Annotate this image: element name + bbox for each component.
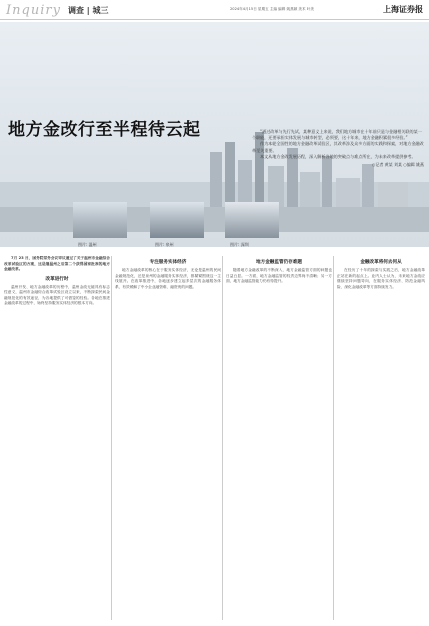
photo-wenzhou <box>73 202 127 238</box>
summary-box <box>252 129 424 168</box>
article-column-4 <box>337 256 425 620</box>
body-paragraph: 在经历了十年的探索与实践之后，地方金融改革正站在新的起点上。业内人士认为，未来地方金改应继续坚持问题导向，在服务实体经济、防范金融风险、深化金融改革等方面持续发力。 <box>337 268 425 289</box>
newspaper-masthead: 上海证券报 <box>383 4 423 14</box>
section-brand: Inquiry <box>6 3 61 18</box>
subheading: 地方金融监管仍存难题 <box>256 260 302 265</box>
column-divider <box>222 256 223 620</box>
lead-paragraph: 7月 23 日，国务院常务会议审议通过了关于温州市金融综合改革试验区的方案，这是继温州之后第二个获得国家批准的地方金融改革。 <box>4 256 110 272</box>
subheading: 改革进行时 <box>45 276 69 282</box>
issue-meta: 2024年4月15日 星期五 主编 编辑 姚燕颖 美术 叶美 <box>230 7 314 11</box>
article-column-1 <box>4 256 110 620</box>
page-header <box>0 0 429 20</box>
column-divider <box>333 256 334 620</box>
photo-shenzhen <box>225 202 279 238</box>
article-column-2 <box>115 256 221 620</box>
column-divider <box>111 256 112 620</box>
summary-paragraph: 作为本轮全国性的地方金融改革试验区，其改革涉及众多方面的实践和探索，对地方金融改革至关重要。 <box>252 141 424 153</box>
summary-paragraph: 本文从地方金改发展历程，深入解析各地的突破点与难点所在，为未来改革提供参考。 <box>260 153 416 159</box>
photo-quanzhou <box>150 202 204 238</box>
subheading: 金融改革将何去何从 <box>360 260 402 265</box>
body-paragraph: 地方金融改革的核心在于服务实体经济，无论是温州的民间金融规范化，还是泉州的金融服务实体经济，都紧紧围绕这一主线展开。在改革推进中，各地逐步建立起多层次的金融服务体系，有效缓解了中小企业融资难、融资贵的问题。 <box>115 268 221 289</box>
section-name: 调查 | 城三 <box>68 6 109 15</box>
subheading: 专注服务实体经济 <box>149 260 187 265</box>
body-paragraph: 随着地方金融改革的不断深入，地方金融监管方面的问题也日益凸显。一方面，地方金融监管的权责边界尚不清晰；另一方面，地方金融监管能力仍有待提升。 <box>226 268 332 284</box>
summary-paragraph: “通过改革与先行先试，某种意义上来说，我们地方城市在十年前只是与金融相关联的某一个职能，还要承担实体发展与城市转型，必须要，这十年来，地方金融积累很多经验。” <box>252 129 422 141</box>
photo-caption: 图片: 温州 <box>78 242 97 247</box>
byline: ○记者 黄某 刘某 ○编辑 姚燕 <box>371 162 424 168</box>
article-column-3 <box>226 256 332 620</box>
photo-caption: 图片: 泉州 <box>155 242 174 247</box>
photo-caption: 图片: 深圳 <box>230 242 249 247</box>
headline: 地方金改行至半程待云起 <box>8 120 201 140</box>
body-paragraph: 温州开发、地方金融改革的历程中，温州金改无疑具有标志性意义，温州市金融综合改革试验区设立以来，不断探索民间金融规范化的有效途径，为各地提供了可借鉴的经验。各地在推进金融改革的过程中，始终坚持服务实体经济的根本方向。 <box>4 284 110 306</box>
